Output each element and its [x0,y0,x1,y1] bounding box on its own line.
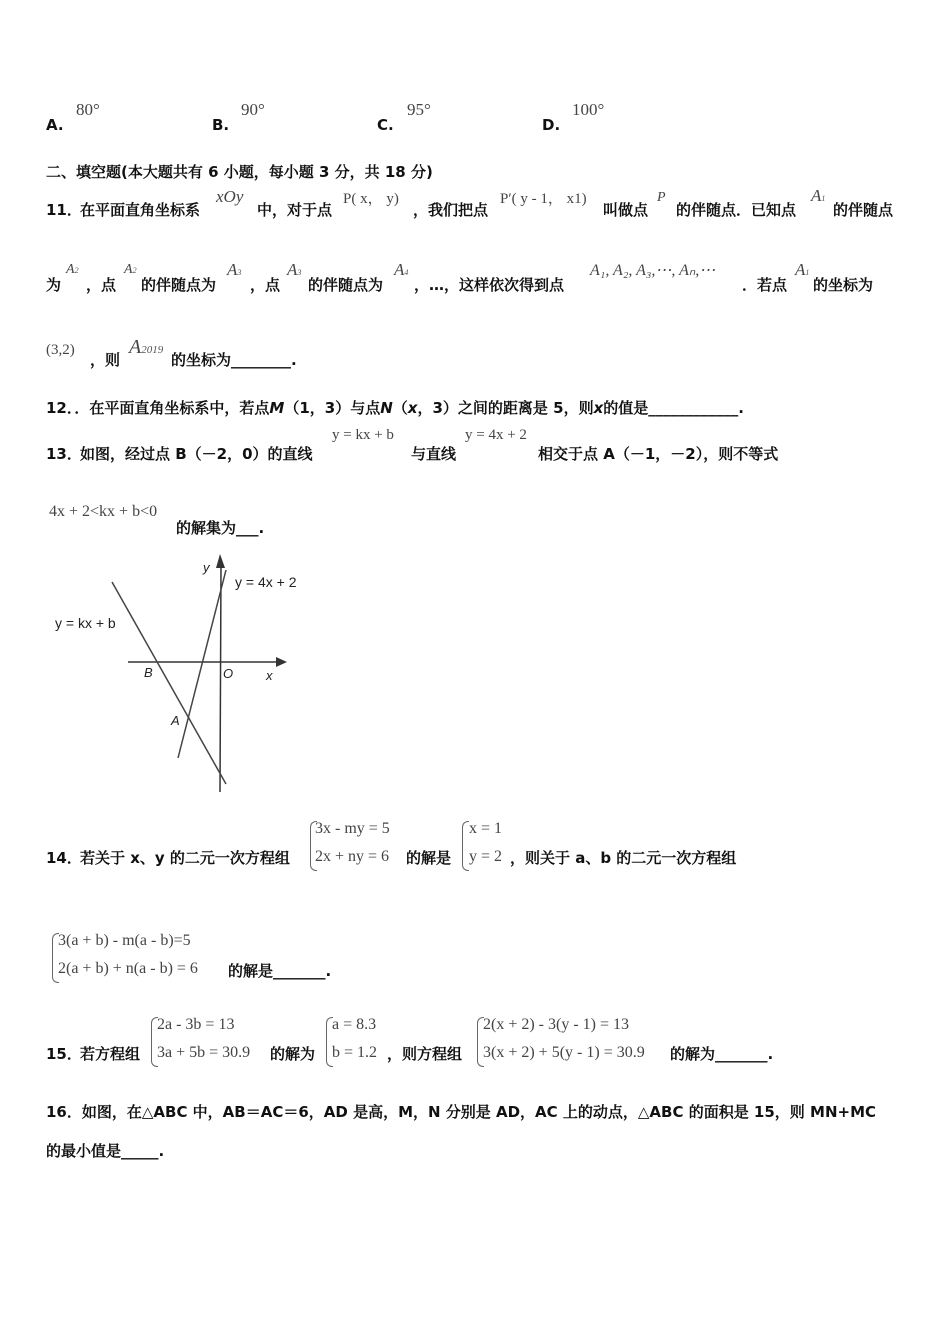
q11-a4: A4 [394,260,409,279]
q14-number: 14． [46,849,82,867]
q13-text-3: 相交于点 A（－1，－2），则不等式 [538,445,779,463]
option-c-letter: C. [377,116,394,134]
q14-sol-a: x = 1 [469,820,503,837]
q11-text-4: 叫做点 [603,201,649,219]
line-4x-2 [178,570,226,758]
q11-a2: A2 [66,262,79,277]
q13-text-1: 如图，经过点 B（－2，0）的直线 [80,445,313,463]
line-kx-b [112,582,226,784]
label-y: y [203,560,210,575]
label-x: x [266,668,273,683]
q11-text-7: 为 [46,276,62,294]
q11-a1b: A1 [795,260,810,279]
q15-eq2b: 3(x + 2) + 5(y - 1) = 30.9 [483,1044,645,1061]
q15-eq2a: 2(x + 2) - 3(y - 1) = 13 [483,1016,630,1033]
option-c-value: 95° [407,100,431,119]
q12-line: 12．．在平面直角坐标系中，若点M（1，3）与点N（x，3）之间的距离是 5，则x的值是____________. [46,399,744,417]
q11-number: 11． [46,201,82,219]
option-a-letter: A. [46,116,64,134]
q11-point-p: P( x， y) [343,191,399,207]
q11-a3: A3 [227,260,242,279]
label-a: A [171,713,180,728]
q11-xoy: xOy [216,187,244,206]
q11-text-6: 的伴随点 [833,201,894,219]
q13-line1: y = kx + b [332,427,394,443]
q16-line-1: 16．如图，在△ABC 中，AB＝AC＝6，AD 是高，M，N 分别是 AD，AC 上的动点，△ABC 的面积是 15，则 MN+MC [46,1103,876,1121]
y-axis [220,566,221,792]
q15-number: 15． [46,1045,82,1063]
q15-sol-a: a = 8.3 [332,1016,377,1033]
q11-text-12: ，…，这样依次得到点 [414,276,565,294]
q13-number: 13． [46,445,82,463]
q15-eq1a: 2a - 3b = 13 [157,1016,235,1033]
q14-eq2a: 3(a + b) - m(a - b)=5 [58,932,191,949]
q13-inequality: 4x + 2<kx + b<0 [49,503,158,520]
q11-p: P [657,190,666,205]
q13-figure [40,550,320,800]
y-axis-arrow [216,554,225,568]
q15-eq1b: 3a + 5b = 30.9 [157,1044,251,1061]
q11-text-13: ．若点 [742,276,788,294]
q11-text-14: 的坐标为 [813,276,874,294]
q14-brace-2 [462,821,469,871]
option-a-value: 80° [76,100,100,119]
label-line-4x-2: y = 4x + 2 [235,574,297,590]
q15-text-2: 的解为 [270,1045,316,1063]
q11-a1: A1 [811,186,826,205]
q14-text-3: ，则关于 a、b 的二元一次方程组 [510,849,737,867]
q14-eq1a: 3x - my = 5 [315,820,390,837]
q14-text-4: 的解是_______. [228,962,332,980]
q14-eq2b: 2(a + b) + n(a - b) = 6 [58,960,198,977]
q11-coord: (3,2) [46,342,75,358]
q14-eq1b: 2x + ny = 6 [315,848,390,865]
q11-a3b: A3 [287,260,302,279]
q11-text-16: 的坐标为________. [171,351,297,369]
q14-text-1: 若关于 x、y 的二元一次方程组 [80,849,290,867]
q13-text-4: 的解集为___. [176,519,265,537]
q11-text-9: 的伴随点为 [141,276,217,294]
q11-a2019: A2019 [129,336,164,358]
option-b-value: 90° [241,100,265,119]
q11-point-p-prime: P′( y - 1， x1) [500,191,587,207]
q11-text-1: 在平面直角坐标系 [80,201,201,219]
q11-sequence: A₁, A₂, A₃,⋯, Aₙ,⋯ [590,262,716,279]
q11-text-3: ，我们把点 [413,201,489,219]
option-d-value: 100° [572,100,605,119]
label-line-kx-b: y = kx + b [55,615,116,631]
q15-text-4: 的解为_______. [670,1045,774,1063]
label-b: B [144,665,153,680]
x-axis-arrow [276,657,287,667]
q11-text-8: ，点 [86,276,117,294]
q11-text-2: 中，对于点 [257,201,333,219]
q14-sol-b: y = 2 [469,848,503,865]
q14-text-2: 的解是 [406,849,452,867]
q11-text-10: ，点 [250,276,281,294]
section-title: 二、填空题(本大题共有 6 小题，每小题 3 分，共 18 分) [46,163,433,181]
q11-text-11: 的伴随点为 [308,276,384,294]
q11-text-5: 的伴随点．已知点 [676,201,797,219]
q15-text-1: 若方程组 [80,1045,141,1063]
q15-text-3: ，则方程组 [387,1045,463,1063]
option-b-letter: B. [212,116,230,134]
q11-a2b: A2 [124,262,137,277]
q13-line2: y = 4x + 2 [465,427,527,443]
q15-sol-b: b = 1.2 [332,1044,378,1061]
option-d-letter: D. [542,116,561,134]
q13-text-2: 与直线 [411,445,457,463]
q16-line-2: 的最小值是_____. [46,1142,165,1160]
label-o: O [223,666,234,681]
q11-text-15: ，则 [90,351,121,369]
